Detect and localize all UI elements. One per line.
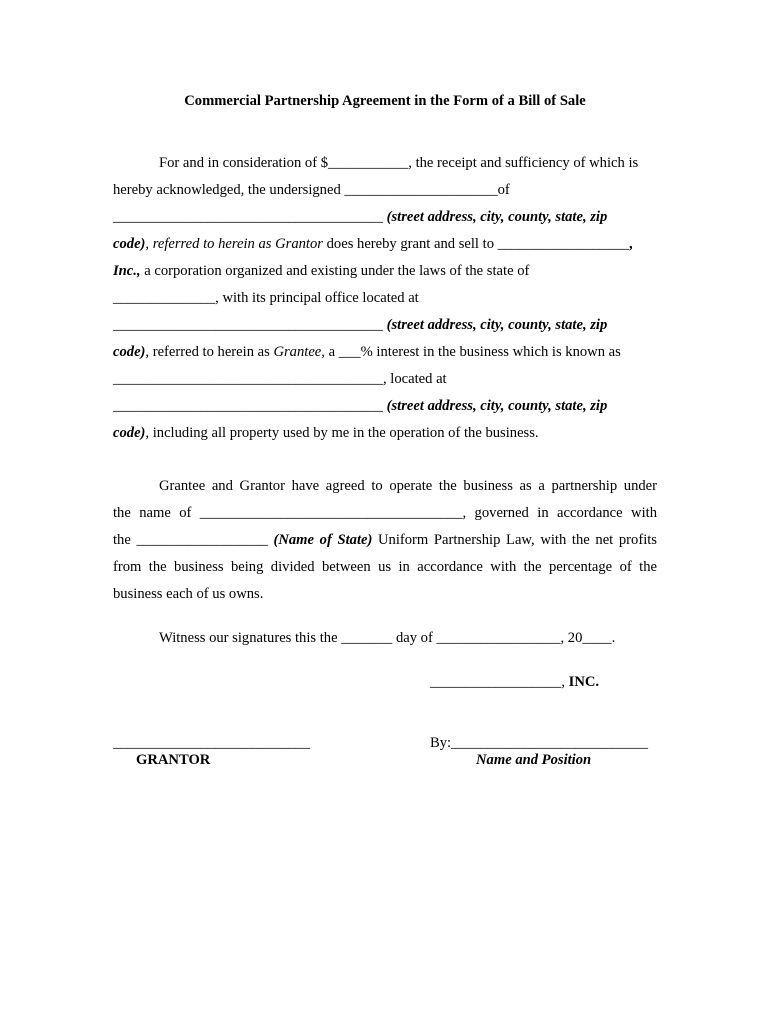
- para2-line-2: the name of ____________________________________, governed in accordance with: [113, 505, 657, 521]
- text-run: the __________________: [113, 532, 274, 548]
- para2-line-3: [113, 531, 657, 549]
- inc-label: INC.: [568, 674, 600, 690]
- grantor-label: GRANTOR: [136, 752, 211, 768]
- text-run: Uniform Partnership Law, with the net profits: [372, 532, 657, 548]
- text-run: , including all property used by me in the operation of the business.: [145, 425, 539, 441]
- text-run: ,: [628, 236, 633, 252]
- witness-line: Witness our signatures this the _______ day of _________________, 20____.: [159, 630, 616, 646]
- para2-line-1: Grantee and Grantor have agreed to operate the business as a partnership under: [159, 478, 657, 494]
- grantor-term: Grantor: [275, 236, 323, 252]
- address-hint: (street address, city, county, state, zip: [386, 398, 608, 414]
- text-run: , referred to herein as: [145, 344, 274, 360]
- signature-blank: __________________,: [430, 674, 569, 690]
- para1-line-3: [113, 208, 607, 226]
- para1-line-11: [113, 424, 539, 442]
- address-hint-end: code): [113, 425, 146, 441]
- para1-line-9: _____________________________________, located at: [113, 371, 447, 387]
- para1-line-1: For and in consideration of $___________, the receipt and sufficiency of which is: [159, 155, 639, 171]
- address-blank: _____________________________________: [113, 398, 387, 414]
- document-title: Commercial Partnership Agreement in the Form of a Bill of Sale: [184, 93, 586, 109]
- para2-line-5: business each of us owns.: [113, 586, 264, 602]
- grantor-signature-line: ___________________________: [113, 735, 311, 751]
- address-blank: _____________________________________: [113, 317, 387, 333]
- by-signature-line: By:___________________________: [430, 735, 649, 751]
- address-blank: _____________________________________: [113, 209, 387, 225]
- para1-line-8: [113, 343, 621, 361]
- para2-line-4: from the business being divided between us in accordance with the percentage of the: [113, 559, 657, 575]
- address-hint-end: code): [113, 344, 146, 360]
- name-and-position-label: Name and Position: [476, 752, 592, 768]
- text-run: does hereby grant and sell to __________________: [322, 236, 629, 252]
- inc-term: Inc.,: [113, 263, 141, 279]
- text-run: a corporation organized and existing under the laws of the state of: [140, 263, 530, 279]
- para1-line-10: [113, 397, 607, 415]
- para1-line-7: [113, 316, 607, 334]
- para1-line-5: [113, 262, 529, 280]
- inc-signature-line: [430, 673, 599, 691]
- address-hint: (street address, city, county, state, zip: [386, 317, 608, 333]
- text-run: , referred to herein as: [145, 236, 276, 252]
- para1-line-4: [113, 235, 633, 253]
- name-of-state-hint: (Name of State): [273, 532, 373, 548]
- para1-line-2: hereby acknowledged, the undersigned _____________________of: [113, 182, 510, 198]
- text-run: a ___% interest in the business which is known as: [324, 344, 621, 360]
- para1-line-6: ______________, with its principal office located at: [113, 290, 419, 306]
- grantee-term: Grantee,: [273, 344, 325, 360]
- address-hint-end: code): [113, 236, 146, 252]
- address-hint: (street address, city, county, state, zip: [386, 209, 608, 225]
